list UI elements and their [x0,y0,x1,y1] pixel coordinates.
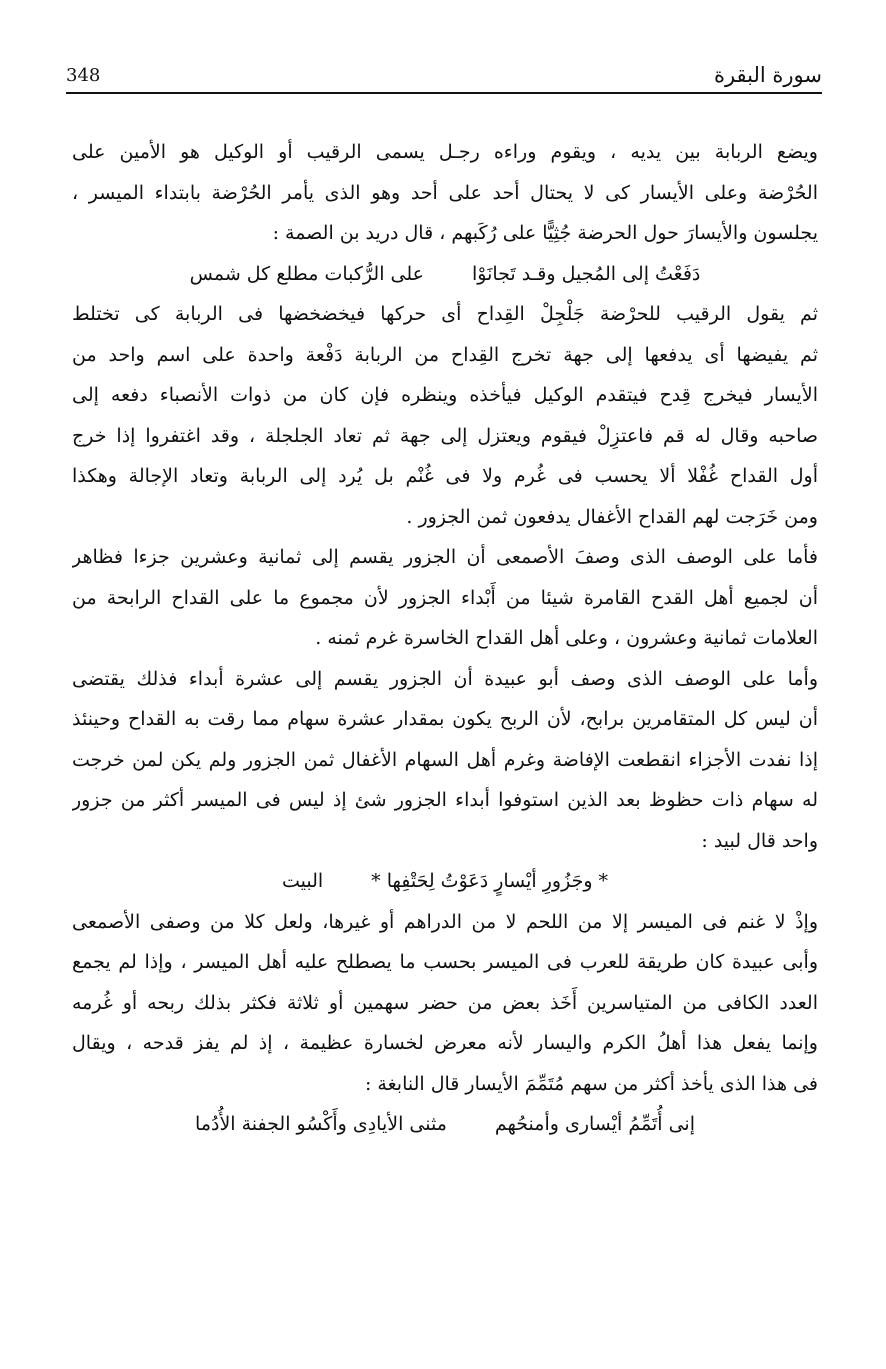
text-line: وإذْ لا غنم فى الميسر إلا من اللحم لا من الدراهم أو غيرها، ولعل كلا من وصفى الأصمعى [72,910,818,933]
verse-tag: البيت [281,870,324,892]
verse-labid [72,861,818,902]
text-line: أن لجميع أهل القدح القامرة شيئا من أَبْداء الجزور لأن مجموع ما على القداح الرابحة من [72,586,818,609]
text-line: العلامات ثمانية وعشرون ، وعلى أهل القداح الخاسرة غرم ثمنه . [315,627,818,649]
verse-hemistich: على الرُّكبات مطلع كل شمس [189,262,424,285]
text-line: يجلسون والأيسارَ حول الحرضة جُثِيًّا على رُكَبهم ، قال دريد بن الصمة : [272,222,818,244]
text-line: ويضع الربابة بين يديه ، ويقوم وراءه رجـل يسمى الرقيب أو الوكيل هو الأمين على [72,141,818,163]
text-line: صاحبه وقال له قم فاعتزِلْ فيقوم ويعتزل إلى جهة ثم تعاد الجلجلة ، وقد اغتفروا إذا خرج [72,424,818,447]
text-line: وأما على الوصف الذى وصف أبو عبيدة أن الجزور يقسم إلى عشرة أبداء فذلك يقتضى [72,667,818,690]
verse-hemistich: مثنى الأيادِى وأَكْسُو الجفنة الأُدُما [195,1113,447,1135]
text-line: وأبى عبيدة كان طريقة للعرب فى الميسر بحسب ما يصطلح عليه أهل الميسر ، وإذا لم يجمع [72,951,818,973]
page-body [72,132,818,1145]
text-line: فأما على الوصف الذى وصفَ الأصمعى أن الجزور يقسم إلى ثمانية وعشرين جزءا فظاهر [72,546,818,568]
text-line: ثم يقول الرقيب للحرْضة جَلْجِلْ القِداح أى حركها فيخضخضها فى الربابة كى تختلط [72,303,818,325]
text-line: واحد قال لبيد : [701,829,818,852]
text-line: أول القداح غُفْلا ألا يحسب فى غُرم ولا فى غُنْم بل يُرد إلى الربابة وتعاد الإجالة وهكذا [72,465,818,487]
verse-hemistich: * وجَزُورِ أيْسارٍ دَعَوْتُ لِحَتْفِها * [371,870,609,892]
verse-hemistich: إنى أُتَمِّمُ أيْسارى وأمنحُهم [494,1113,695,1135]
text-line: الحُرْضة وعلى الأيسار كى لا يحتال أحد على أحد وهو الذى يأمر الحُرْضة بابتداء الميسر ، [72,181,818,204]
text-line: فى هذا الذى يأخذ أكثر من سهم مُتَمِّمَ الأيسار قال النابغة : [364,1072,818,1095]
verse-nabigha [72,1104,818,1145]
text-line: أن ليس كل المتقامرين برابح، لأن الربح يكون بمقدار عشرة سهام مما رقت به القداح وحينئذ [72,708,818,730]
text-line: العدد الكافى من المتياسرين أَخَذ بعض من حضر سهمين أو ثلاثة فكثر بذلك ربحه أو غُرمه [72,991,818,1014]
text-line: ومن خَرَجت لهم القداح الأغفال يدفعون ثمن الجزور . [406,505,818,528]
page-number: 348 [66,64,101,86]
text-line: وإنما يفعل هذا أهلُ الكرم واليسار لأنه معرض لخسارة عظيمة ، إذ لم يفز قدحه ، ويقال [72,1032,818,1054]
surah-title: سورة البقرة [713,63,822,87]
text-line: الأيسار فيخرج قِدح فيتقدم الوكيل فيأخذه وينظره فإن كان من ذوات الأنصباء دفعه إلى [72,384,818,406]
verse-hemistich: دَفَعْتُ إلى المُجيل وقـد تَجانَوْا [471,262,701,285]
verse-durayd [72,254,818,295]
text-line: ثم يفيضها أى يدفعها إلى جهة تخرج القِداح من الربابة دَفْعة واحدة على اسم واحد من [72,343,818,366]
text-line: إذا نفدت الأجزاء انقطعت الإفاضة وغرم أهل السهام الأغفال ثمن الجزور ولم يكن لمن خرجت [72,748,818,771]
page-header [66,58,822,94]
text-line: له سهام ذات حظوظ بعد الذين استوفوا أبداء الجزور شئ إذ ليس فى الميسر أكثر من جزور [72,789,818,811]
